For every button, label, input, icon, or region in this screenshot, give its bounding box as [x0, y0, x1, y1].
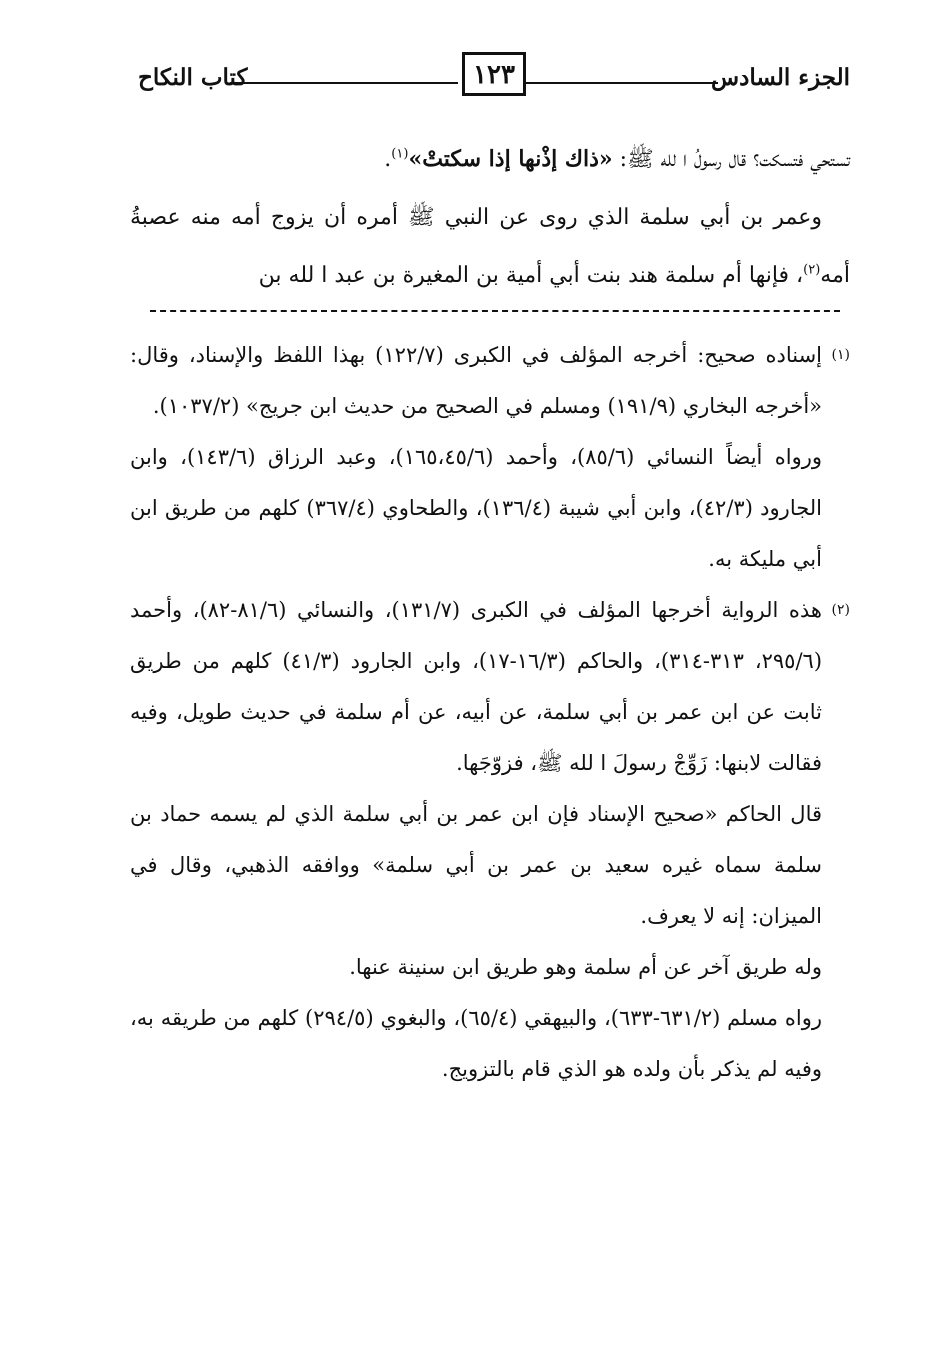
- main-line-1: [130, 130, 850, 189]
- footnote-2: [130, 585, 850, 1095]
- footnote-number: (١): [831, 347, 850, 363]
- header-rule-right: [520, 82, 718, 84]
- page-number: ١٢٣: [462, 52, 526, 96]
- main-text-segment: .: [384, 147, 392, 172]
- main-text: [130, 130, 850, 305]
- main-text-segment: وعمر بن أبي سلمة الذي روى عن النبي ﷺ أمره أن يزوج أمه منه عصبةُ أمه: [130, 205, 850, 288]
- footnote-ref-2: (٢): [803, 262, 821, 278]
- footnote-1: [130, 330, 850, 585]
- main-text-segment: ، فإنها أم سلمة هند بنت أبي أمية بن المغيرة بن عبد ا لله بن: [258, 263, 804, 288]
- footnotes: [130, 330, 850, 1095]
- main-text-segment: تستحي فتسكت؟ قال رسولُ ا لله ﷺ:: [612, 147, 850, 172]
- footnote-separator: [150, 310, 840, 312]
- footnote-1-text: إسناده صحيح: أخرجه المؤلف في الكبرى (١٢٢/٧) بهذا اللفظ والإسناد، وقال: «أخرجه البخاري (١٩١/٩) ومسلم في الصحيح من حديث ابن جريج» (١٠٣٧/٢).: [130, 343, 823, 418]
- book-title: كتاب النكاح: [138, 64, 248, 91]
- footnote-2-text: هذه الرواية أخرجها المؤلف في الكبرى (١٣١/٧)، والنسائي (٨١/٦-٨٢)، وأحمد (٢٩٥/٦، ٣١٣-٣١٤)، والحاكم (١٦/٣-١٧)، وابن الجارود (٤١/٣) كلهم من طريق ثابت عن ابن عمر بن أبي سلمة، عن أبيه، عن أم سلمة في حديث طويل، وفيه فقالت لابنها: زَوِّجْ رسولَ ا لله ﷺ، فزوّجَها.: [130, 598, 823, 775]
- hadith-quote: «ذاك إذْنها إذا سكتتْ»: [408, 146, 613, 172]
- footnote-ref-1: (١): [391, 146, 409, 162]
- footnote-1-paragraph-2: ورواه أيضاً النسائي (٨٥/٦)، وأحمد (١٦٥،٤٥/٦)، وعبد الرزاق (١٤٣/٦)، وابن الجارود (٤٢/٣)، وابن أبي شيبة (١٣٦/٤)، والطحاوي (٣٦٧/٤) كلهم من طريق ابن أبي مليكة به.: [130, 445, 823, 571]
- volume-title: الجزء السادس: [711, 64, 850, 91]
- footnote-2-paragraph-3: وله طريق آخر عن أم سلمة وهو طريق ابن سنينة عنها.: [349, 955, 822, 979]
- footnote-2-paragraph-4: رواه مسلم (٦٣١/٢-٦٣٣)، والبيهقي (٦٥/٤)، والبغوي (٢٩٤/٥) كلهم من طريقه به، وفيه لم يذكر بأن ولده هو الذي قام بالتزويج.: [130, 1006, 822, 1081]
- main-paragraph-2: [130, 189, 850, 305]
- header-rule-left: [230, 82, 458, 84]
- page-header: [130, 52, 850, 102]
- footnote-2-paragraph-2: قال الحاكم «صحيح الإسناد فإن ابن عمر بن أبي سلمة الذي لم يسمه حماد بن سلمة سماه غيره سعيد بن عمر بن أبي سلمة» ووافقه الذهبي، وقال في الميزان: إنه لا يعرف.: [130, 802, 822, 928]
- footnote-number: (٢): [831, 602, 850, 618]
